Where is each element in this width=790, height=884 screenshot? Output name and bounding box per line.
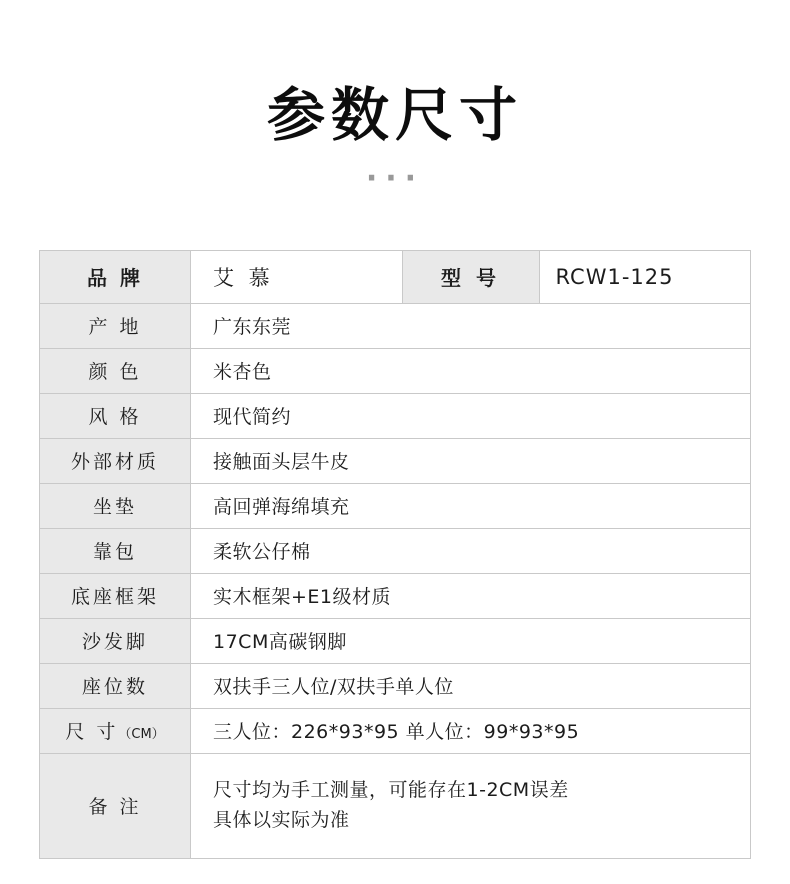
row-label-brand: 品 牌: [40, 250, 191, 303]
row-value-origin: 广东东莞: [191, 303, 751, 348]
row-label-pillow: 靠包: [40, 528, 191, 573]
row-label-size: [40, 708, 191, 753]
row-value-outer-material: 接触面头层牛皮: [191, 438, 751, 483]
row-value-size: 三人位：226*93*95 单人位：99*93*95: [191, 708, 751, 753]
row-value-legs: 17CM高碳钢脚: [191, 618, 751, 663]
row-value-model: RCW1-125: [539, 250, 751, 303]
table-row: [40, 438, 751, 483]
note-line-2: 具体以实际为准: [213, 808, 350, 831]
row-label-model: 型 号: [402, 250, 539, 303]
row-label-size-text: 尺 寸: [65, 721, 119, 744]
row-value-note: [191, 753, 751, 858]
note-line-1: 尺寸均为手工测量，可能存在1-2CM误差: [213, 779, 569, 802]
row-label-seats: 座位数: [40, 663, 191, 708]
table-row: [40, 618, 751, 663]
spec-table-wrapper: [39, 250, 751, 859]
table-row: [40, 348, 751, 393]
row-value-style: 现代简约: [191, 393, 751, 438]
title-decoration-dots: ···: [365, 160, 425, 196]
row-value-pillow: 柔软公仔棉: [191, 528, 751, 573]
table-row: [40, 528, 751, 573]
title-block: [0, 0, 790, 194]
row-label-outer-material: 外部材质: [40, 438, 191, 483]
row-value-brand: 艾 慕: [191, 250, 403, 303]
table-row: [40, 663, 751, 708]
table-row: [40, 708, 751, 753]
row-label-note: 备 注: [40, 753, 191, 858]
row-label-cushion: 坐垫: [40, 483, 191, 528]
row-label-size-unit: （CM）: [118, 727, 165, 743]
table-row: [40, 483, 751, 528]
table-row: [40, 393, 751, 438]
table-row: [40, 250, 751, 303]
table-row: [40, 303, 751, 348]
row-label-origin: 产 地: [40, 303, 191, 348]
row-label-legs: 沙发脚: [40, 618, 191, 663]
row-label-style: 风 格: [40, 393, 191, 438]
page-title: 参数尺寸: [266, 81, 523, 149]
table-row: [40, 573, 751, 618]
row-value-cushion: 高回弹海绵填充: [191, 483, 751, 528]
row-value-color: 米杏色: [191, 348, 751, 393]
specification-table: [39, 250, 751, 859]
row-value-seats: 双扶手三人位/双扶手单人位: [191, 663, 751, 708]
row-label-frame: 底座框架: [40, 573, 191, 618]
row-label-color: 颜 色: [40, 348, 191, 393]
row-value-frame: 实木框架+E1级材质: [191, 573, 751, 618]
table-row: [40, 753, 751, 858]
